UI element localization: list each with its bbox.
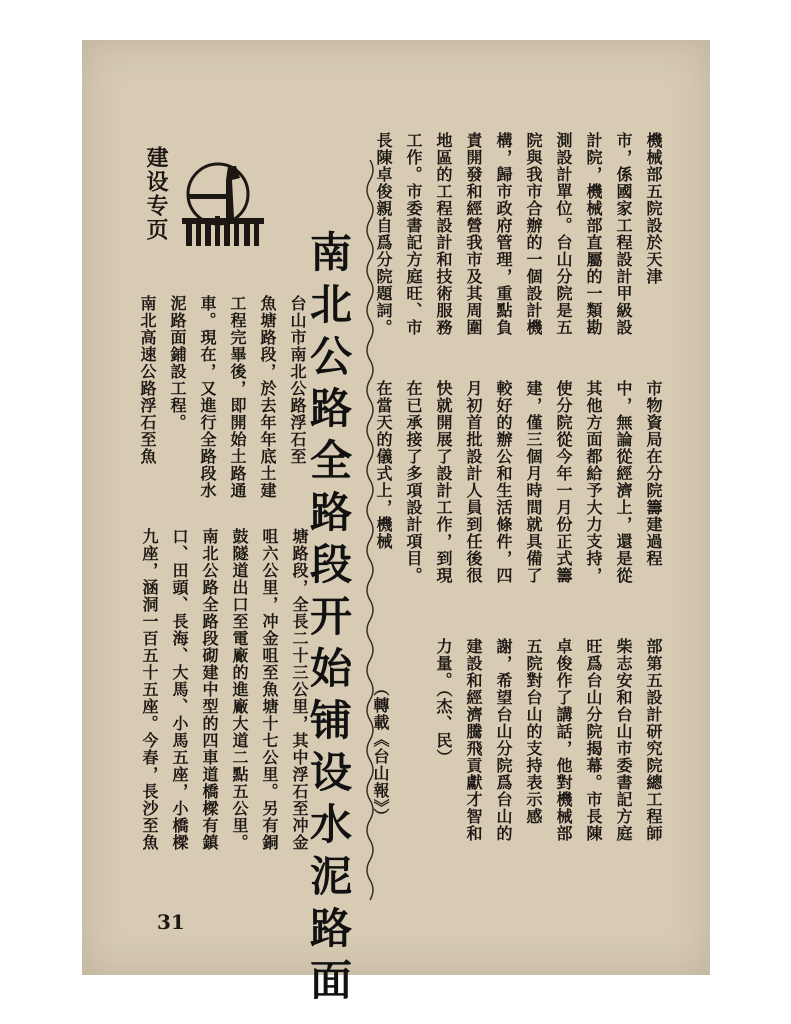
column-tag: 建设专页 bbox=[143, 146, 169, 242]
headline: 南北公路全路段开始铺设水泥路面 bbox=[304, 230, 353, 1010]
article-column: 市物資局在分院籌建過程 bbox=[644, 380, 663, 567]
article-bottom-left-columns bbox=[124, 528, 314, 898]
article-column: 柴志安和台山市委書記方庭 bbox=[614, 638, 633, 842]
article-column: 工作。市委書記方庭旺、市 bbox=[404, 132, 423, 336]
article-column: 卓俊作了講話，他對機械部 bbox=[554, 638, 573, 842]
article-column: 中，無論從經濟上，還是從 bbox=[614, 380, 633, 584]
article-column: 口、田頭、長海、大馬、小馬五座，小橋樑 bbox=[170, 528, 189, 851]
article-column: 構，歸市政府管理，重點負 bbox=[494, 132, 513, 336]
article-column: 車。現在，又進行全路段水 bbox=[198, 295, 217, 499]
article-column: 較好的辦公和生活條件，四 bbox=[494, 380, 513, 584]
article-column: 鼓隧道出口至電廠的進廠大道二點五公里。 bbox=[230, 528, 249, 851]
page-number: 31 bbox=[157, 910, 185, 934]
attribution: （轉載《台山報》） bbox=[371, 680, 390, 825]
article-column: 塘路段，全長二十三公里，其中浮石至冲金 bbox=[290, 528, 309, 851]
article-column: 長陳卓俊親自爲分院題詞。 bbox=[374, 132, 393, 336]
article-column: 工程完畢後，即開始土路通 bbox=[228, 295, 247, 499]
article-left-columns bbox=[132, 295, 312, 499]
article-column: 魚塘路段，於去年年底土建 bbox=[258, 295, 277, 499]
article-column: 院與我市合辦的一個設計機 bbox=[524, 132, 543, 336]
article-column: 五院對台山的支持表示感 bbox=[524, 638, 543, 825]
article-column: 泥路面鋪設工程。 bbox=[168, 295, 187, 431]
article-column: 市，係國家工程設計甲級設 bbox=[614, 132, 633, 336]
article-column: 力量。（杰、民） bbox=[434, 638, 453, 766]
article-column: 建設和經濟騰飛貢獻才智和 bbox=[464, 638, 483, 842]
article-column: 責開發和經營我市及其周圍 bbox=[464, 132, 483, 336]
article-column: 使分院從今年一月份正式籌 bbox=[554, 380, 573, 584]
construction-logo-icon bbox=[178, 158, 268, 250]
article-column: 台山市南北公路浮石至 bbox=[288, 295, 307, 465]
magazine-page bbox=[82, 40, 710, 1010]
article-column: 計院，機械部直屬的一類勘 bbox=[584, 132, 603, 336]
article-column: 在當天的儀式上，機械 bbox=[374, 380, 393, 550]
article-column: 謝，希望台山分院爲台山的 bbox=[494, 638, 513, 842]
article-column: 旺爲台山分院揭幕。市長陳 bbox=[584, 638, 603, 842]
article-column: 測設計單位。台山分院是五 bbox=[554, 132, 573, 336]
article-column: 在已承接了多項設計項目。 bbox=[404, 380, 423, 584]
article-column: 九座，涵洞一百五十五座。今春，長沙至魚 bbox=[140, 528, 159, 851]
article-bottom-right-columns bbox=[378, 638, 668, 928]
article-top-columns bbox=[374, 132, 668, 387]
article-column: 咀六公里，冲金咀至魚塘十七公里。另有銅 bbox=[260, 528, 279, 851]
article-column: 機械部五院設於天津 bbox=[644, 132, 663, 285]
article-column: 快就開展了設計工作，到現 bbox=[434, 380, 453, 584]
article-column: 部第五設計研究院總工程師 bbox=[644, 638, 663, 842]
article-column: 南北高速公路浮石至魚 bbox=[138, 295, 157, 465]
article-column: 其他方面都給予大力支持， bbox=[584, 380, 603, 584]
article-mid-columns bbox=[374, 380, 668, 630]
article-column: 建，僅三個月時間就具備了 bbox=[524, 380, 543, 584]
article-column: 月初首批設計人員到任後很 bbox=[464, 380, 483, 584]
article-column: 地區的工程設計和技術服務 bbox=[434, 132, 453, 336]
article-column: 南北公路全路段砌建中型的四車道橋樑有鎮 bbox=[200, 528, 219, 851]
